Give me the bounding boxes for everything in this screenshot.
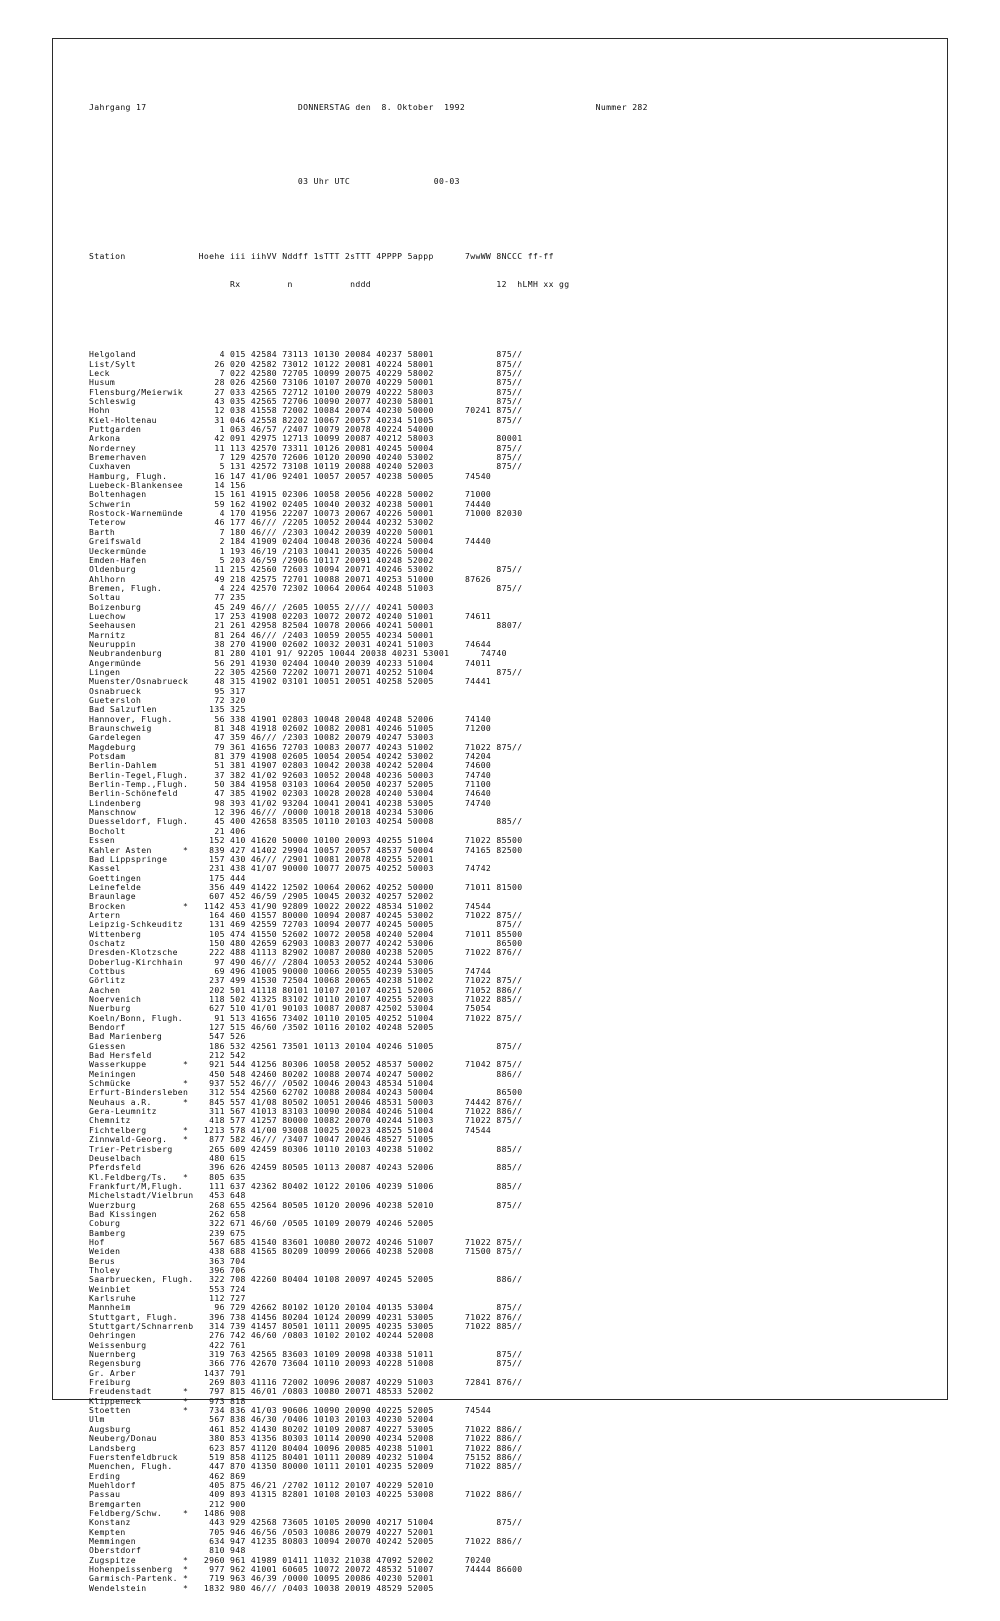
table-row: Bendorf 127 515 46/60 /3502 10116 20102 40248 52005 [89, 1022, 434, 1033]
table-row: Oehringen 276 742 46/60 /0803 10102 20102 40244 52008 [89, 1330, 434, 1341]
table-row: Hohn 12 038 41558 72002 10084 20074 40230 50000 70241 875// [89, 405, 523, 416]
table-row: Kiel-Holtenau 31 046 42558 82202 10067 20057 40234 51005 875// [89, 414, 523, 425]
table-row: Giessen 186 532 42561 73501 10113 20104 40246 51005 875// [89, 1040, 523, 1051]
table-row: Hohenpeissenberg * 977 962 41001 60605 10072 20072 48532 51007 74444 86600 [89, 1563, 523, 1574]
table-row: Klippeneck * 973 818 [89, 1395, 246, 1406]
table-row: Manschnow 12 396 46/// /0000 10018 20018 40234 53006 [89, 807, 434, 818]
table-row: Fuerstenfeldbruck 519 858 41125 80401 10111 20089 40232 51004 75152 886// [89, 1451, 523, 1462]
table-row: Weiden 438 688 41565 80209 10099 20066 40238 52008 71500 875// [89, 1246, 523, 1257]
table-row: Frankfurt/M,Flugh. 111 637 42362 80402 10122 20106 40239 51006 885// [89, 1180, 523, 1191]
table-row: Mannheim 96 729 42662 80102 10120 20104 40135 53004 875// [89, 1302, 523, 1313]
table-row: Bamberg 239 675 [89, 1227, 246, 1238]
table-row: Emden-Hafen 5 203 46/59 /2906 10117 20091 40248 52002 [89, 554, 434, 565]
table-row: Arkona 42 091 42975 12713 10099 20087 40212 58003 80001 [89, 433, 523, 444]
table-row: Puttgarden 1 063 46/57 /2407 10079 20078 40224 54000 [89, 424, 434, 435]
table-row: Angermünde 56 291 41930 02404 10040 20039 40233 51004 74011 [89, 657, 492, 668]
table-row: Memmingen 634 947 41235 80803 10094 20070 40242 52005 71022 886// [89, 1535, 523, 1546]
table-row: Muenster/Osnabrueck 48 315 41902 03101 10051 20051 40258 52005 74441 [89, 676, 492, 687]
table-row: Kahler Asten * 839 427 41402 29904 10057 20057 48537 50004 74165 82500 [89, 844, 523, 855]
table-row: Schwerin 59 162 41902 02405 10040 20032 40238 50001 74440 [89, 498, 492, 509]
table-row: Gr. Arber 1437 791 [89, 1367, 246, 1378]
table-row: Wittenberg 105 474 41550 52602 10072 20058 40240 52004 71011 85500 [89, 928, 523, 939]
table-row: Bad Salzuflen 135 325 [89, 704, 246, 715]
table-row: Oldenburg 11 215 42560 72603 10094 20071 40246 53002 875// [89, 564, 523, 575]
table-row: Landsberg 623 857 41120 80404 10096 20085 40238 51001 71022 886// [89, 1442, 523, 1453]
table-row: Leipzig-Schkeuditz 131 469 42559 72703 10094 20077 40245 50005 875// [89, 919, 523, 930]
table-row: Duesseldorf, Flugh. 45 400 42658 83505 10110 20103 40254 50008 885// [89, 816, 523, 827]
table-row: Wendelstein * 1832 980 46/// /0403 10038 20019 48529 52005 [89, 1582, 434, 1593]
table-row: Flensburg/Meierwik 27 033 42565 72712 10100 20079 40222 58003 875// [89, 386, 523, 397]
table-row: Neuhaus a.R. * 845 557 41/08 80502 10051 20046 48531 50003 74442 876// [89, 1096, 523, 1107]
header-nummer: Nummer 282 [595, 102, 648, 113]
table-row: Wasserkuppe * 921 544 41256 80306 10058 20052 48537 50002 71042 875// [89, 1059, 523, 1070]
table-row: Cottbus 69 496 41005 90000 10066 20055 40239 53005 74744 [89, 965, 492, 976]
table-row: Meiningen 450 548 42460 80202 10088 20074 40247 50002 886// [89, 1068, 523, 1079]
table-row: Fichtelberg * 1213 578 41/00 93008 10025 20023 48525 51004 74544 [89, 1124, 492, 1135]
table-row: Doberlug-Kirchhain 97 490 46/// /2804 10053 20052 40244 53006 [89, 956, 434, 967]
table-row: Chemnitz 418 577 41257 80000 10082 20070 40244 51003 71022 875// [89, 1115, 523, 1126]
table-row: Bad Lippspringe 157 430 46/// /2901 10081 20078 40255 52001 [89, 853, 434, 864]
table-row: Luechow 17 253 41908 02203 10072 20072 40240 51001 74611 [89, 610, 492, 621]
station-table [89, 350, 925, 1593]
table-row: Braunschweig 81 348 41918 02602 10082 20081 40246 51005 71200 [89, 723, 492, 734]
table-row: Pferdsfeld 396 626 42459 80505 10113 20087 40243 52006 885// [89, 1162, 523, 1173]
table-row: Koeln/Bonn, Flugh. 91 513 41656 73402 10110 20105 40252 51004 71022 875// [89, 1012, 523, 1023]
table-row: Brocken * 1142 453 41/90 92809 10022 20022 48534 51002 74544 [89, 900, 492, 911]
table-row: Lindenberg 98 393 41/02 93204 10041 20041 40238 53005 74740 [89, 797, 492, 808]
table-row: Saarbruecken, Flugh. 322 708 42260 80404 10108 20097 40245 52005 886// [89, 1274, 523, 1285]
table-row: Stuttgart/Schnarrenb 314 739 41457 80501 10111 20095 40235 53005 71022 885// [89, 1321, 523, 1332]
table-row: Leck 7 022 42580 72705 10099 20075 40229 58002 875// [89, 367, 523, 378]
table-row: Hannover, Flugh. 56 338 41901 02803 10048 20048 40248 52006 74140 [89, 713, 492, 724]
utc-time-label: 03 Uhr UTC 00-03 [297, 176, 460, 187]
report-body [89, 75, 925, 1593]
table-row: Neuberg/Donau 380 853 41356 80303 10114 20090 40234 52008 71022 886// [89, 1433, 523, 1444]
table-row: Freudenstadt * 797 815 46/01 /0803 10080 20071 48533 52002 [89, 1386, 434, 1397]
table-row: Norderney 11 113 42570 73311 10126 20081 40245 50004 875// [89, 442, 523, 453]
table-row: Potsdam 81 379 41908 02605 10054 20054 40242 53002 74204 [89, 751, 492, 762]
table-row: Berlin-Schönefeld 47 385 41902 02303 10028 20028 40240 53004 74640 [89, 788, 492, 799]
header-date: DONNERSTAG den 8. Oktober 1992 [297, 102, 466, 113]
table-row: Essen 152 410 41620 50000 10100 20093 40255 51004 71022 85500 [89, 835, 523, 846]
table-row: Freiburg 269 803 41116 72002 10096 20087 40229 51003 72841 876// [89, 1377, 523, 1388]
table-row: Greifswald 2 184 41909 02404 10048 20036 40224 50004 74440 [89, 536, 492, 547]
table-row: Zinnwald-Georg. * 877 582 46/// /3407 10047 20046 48527 51005 [89, 1134, 434, 1145]
table-row: Seehausen 21 261 42958 82504 10078 20066 40241 50001 8807/ [89, 620, 523, 631]
table-row: Bremen, Flugh. 4 224 42570 72302 10064 20064 40248 51003 875// [89, 582, 523, 593]
table-row: Bad Kissingen 262 658 [89, 1208, 246, 1219]
table-row: Kassel 231 438 41/07 90000 10077 20075 40252 50003 74742 [89, 863, 492, 874]
table-row: Weissenburg 422 761 [89, 1339, 246, 1350]
table-row: Stoetten * 734 836 41/03 90606 10090 20090 40225 52005 74544 [89, 1405, 492, 1416]
table-row: Noervenich 118 502 41325 83102 10110 20107 40255 52003 71022 885// [89, 994, 523, 1004]
table-row: Dresden-Klotzsche 222 488 41113 82902 10087 20080 40238 52005 71022 876// [89, 947, 523, 958]
table-row: Oschatz 150 480 42659 62903 10083 20077 40242 53006 86500 [89, 937, 523, 948]
table-row: Boizenburg 45 249 46/// /2605 10055 2//// 40241 50003 [89, 601, 434, 612]
table-row: Teterow 46 177 46/// /2205 10052 20044 40232 53002 [89, 517, 434, 528]
printed-sheet [52, 38, 948, 1593]
table-row: Deuselbach 480 615 [89, 1152, 246, 1163]
table-row: Nuerburg 627 510 41/01 90103 10087 20087 42502 53004 75054 [89, 1003, 492, 1014]
table-row: Hamburg, Flugh. 16 147 41/06 92401 10057 20057 40238 50005 74540 [89, 470, 492, 481]
column-header-row-2: Rx n nddd 12 hLMH xx gg [89, 278, 570, 289]
table-row: Schleswig 43 035 42565 72706 10090 20077 40230 58001 875// [89, 396, 523, 406]
table-row: Nuernberg 319 763 42565 83603 10109 20098 40338 51011 875// [89, 1349, 523, 1360]
table-row: Bremgarten 212 900 [89, 1498, 246, 1509]
column-header-row-1: Station Hoehe iii iihVV Nddff 1sTTT 2sTTT 4PPPP 5appp 7wwWW 8NCCC ff-ff [89, 250, 554, 261]
table-row: Guetersloh 72 320 [89, 695, 246, 705]
table-row: Michelstadt/Vielbrun 453 648 [89, 1190, 246, 1201]
table-row: Hof 567 685 41540 83601 10080 20072 40246 51007 71022 875// [89, 1236, 523, 1247]
table-row: Ueckermünde 1 193 46/19 /2103 10041 20035 40226 50004 [89, 545, 434, 556]
table-row: Konstanz 443 929 42568 73605 10105 20090 40217 51004 875// [89, 1517, 523, 1528]
table-row: Luebeck-Blankensee 14 156 [89, 480, 246, 491]
table-row: Weinbiet 553 724 [89, 1283, 246, 1294]
table-row: List/Sylt 26 020 42582 73012 10122 20081 40224 58001 875// [89, 358, 523, 369]
table-row: Bad Hersfeld 212 542 [89, 1050, 246, 1061]
table-row: Görlitz 237 499 41530 72504 10068 20065 40238 51002 71022 875// [89, 975, 523, 986]
table-row: Boltenhagen 15 161 41915 02306 10058 20056 40228 50002 71000 [89, 489, 492, 500]
spacer-3 [89, 317, 925, 322]
table-row: Artern 164 460 41557 80000 10094 20087 40245 53002 71022 875// [89, 909, 523, 920]
spacer-2 [89, 215, 925, 224]
table-row: Berlin-Tegel,Flugh. 37 382 41/02 92603 10052 20048 40236 50003 74740 [89, 769, 492, 780]
table-row: Neubrandenburg 81 280 4101 91/ 92205 10044 20038 40231 53001 74740 [89, 648, 507, 659]
table-row: Erfurt-Bindersleben 312 554 42560 62702 10088 20084 40243 50004 86500 [89, 1087, 523, 1098]
table-row: Muenchen, Flugh. 447 870 41350 80000 10111 20101 40235 52009 71022 885// [89, 1461, 523, 1472]
table-row: Helgoland 4 015 42584 73113 10130 20084 40237 58001 875// [89, 349, 523, 360]
table-row: Bocholt 21 406 [89, 825, 246, 836]
table-row: Gardelegen 47 359 46/// /2303 10082 20079 40247 53003 [89, 732, 434, 743]
table-row: Wuerzburg 268 655 42564 80505 10120 20096 40238 52010 875// [89, 1199, 523, 1210]
table-row: Regensburg 366 776 42670 73604 10110 20093 40228 51008 875// [89, 1358, 523, 1369]
table-row: Stuttgart, Flugh. 396 738 41456 80204 10124 20099 40231 53005 71022 876// [89, 1311, 523, 1322]
spacer-1 [89, 140, 925, 149]
page-header-line [89, 103, 925, 112]
table-row: Augsburg 461 852 41430 80202 10109 20087 40227 53005 71022 886// [89, 1423, 523, 1434]
table-row: Feldberg/Schw. * 1486 908 [89, 1507, 246, 1518]
table-row: Ulm 567 838 46/30 /0406 10103 20103 40230 52004 [89, 1414, 434, 1425]
table-row: Bad Marienberg 547 526 [89, 1031, 246, 1042]
table-row: Soltau 77 235 [89, 592, 246, 603]
table-row: Passau 409 893 41315 82801 10108 20103 40225 53008 71022 886// [89, 1489, 523, 1500]
table-row: Osnabrueck 95 317 [89, 685, 246, 696]
table-row: Rostock-Warnemünde 4 170 41956 22207 10073 20067 40226 50001 71000 82030 [89, 508, 523, 519]
table-row: Neuruppin 38 270 41900 02602 10032 20031 40241 51003 74644 [89, 638, 492, 649]
table-row: Oberstdorf 810 948 [89, 1545, 246, 1556]
table-row: Gera-Leumnitz 311 567 41013 83103 10090 20084 40246 51004 71022 886// [89, 1106, 523, 1117]
table-row: Ahlhorn 49 218 42575 72701 10088 20071 40253 51000 87626 [89, 573, 492, 584]
table-row: Lingen 22 305 42560 72202 10071 20071 40252 51004 875// [89, 666, 523, 677]
table-row: Berlin-Temp.,Flugh. 50 384 41958 03103 10064 20050 40237 52005 71100 [89, 779, 492, 790]
table-row: Kl.Feldberg/Ts. * 805 635 [89, 1171, 246, 1182]
table-row: Bremerhaven 7 129 42570 72606 10120 20090 40240 53002 875// [89, 452, 523, 463]
table-row: Muehldorf 405 875 46/21 /2702 10112 20107 40229 52010 [89, 1479, 434, 1490]
table-row: Zugspitze * 2960 961 41989 01411 11032 21038 47092 52002 70240 [89, 1554, 492, 1565]
table-row: Erding 462 869 [89, 1470, 246, 1481]
table-row: Coburg 322 671 46/60 /0505 10109 20079 40246 52005 [89, 1218, 434, 1229]
table-row: Cuxhaven 5 131 42572 73108 10119 20088 40240 52003 875// [89, 461, 523, 472]
table-row: Kempten 705 946 46/56 /0503 10086 20079 40227 52001 [89, 1526, 434, 1537]
table-row: Garmisch-Partenk. * 719 963 46/39 /0000 10095 20086 40230 52001 [89, 1573, 434, 1584]
table-row: Tholey 396 706 [89, 1264, 246, 1275]
table-row: Magdeburg 79 361 41656 72703 10083 20077 40243 51002 71022 875// [89, 741, 523, 752]
table-row: Schmücke * 937 552 46/// /0502 10046 20043 48534 51004 [89, 1078, 434, 1089]
table-row: Braunlage 607 452 46/59 /2905 10045 20032 40257 52002 [89, 891, 434, 902]
table-row: Berus 363 704 [89, 1255, 246, 1266]
table-row: Trier-Petrisberg 265 609 42459 80306 10110 20103 40238 51002 885// [89, 1143, 523, 1154]
table-row: Marnitz 81 264 46/// /2403 10059 20055 40234 50001 [89, 629, 434, 640]
table-row: Berlin-Dahlem 51 381 41907 02803 10042 20038 40242 52004 74600 [89, 760, 492, 771]
header-time-line [89, 177, 925, 186]
header-jahrgang: Jahrgang 17 [89, 102, 147, 113]
table-row: Aachen 202 501 41118 80101 10107 20107 40251 52006 71052 886// [89, 984, 523, 995]
table-row: Karlsruhe 112 727 [89, 1293, 246, 1303]
table-row: Husum 28 026 42560 73106 10107 20070 40229 50001 875// [89, 377, 523, 388]
table-row: Goettingen 175 444 [89, 872, 246, 883]
table-row: Barth 7 180 46/// /2303 10042 20039 40220 50001 [89, 526, 434, 537]
table-row: Leinefelde 356 449 41422 12502 10064 20062 40252 50000 71011 81500 [89, 881, 523, 892]
